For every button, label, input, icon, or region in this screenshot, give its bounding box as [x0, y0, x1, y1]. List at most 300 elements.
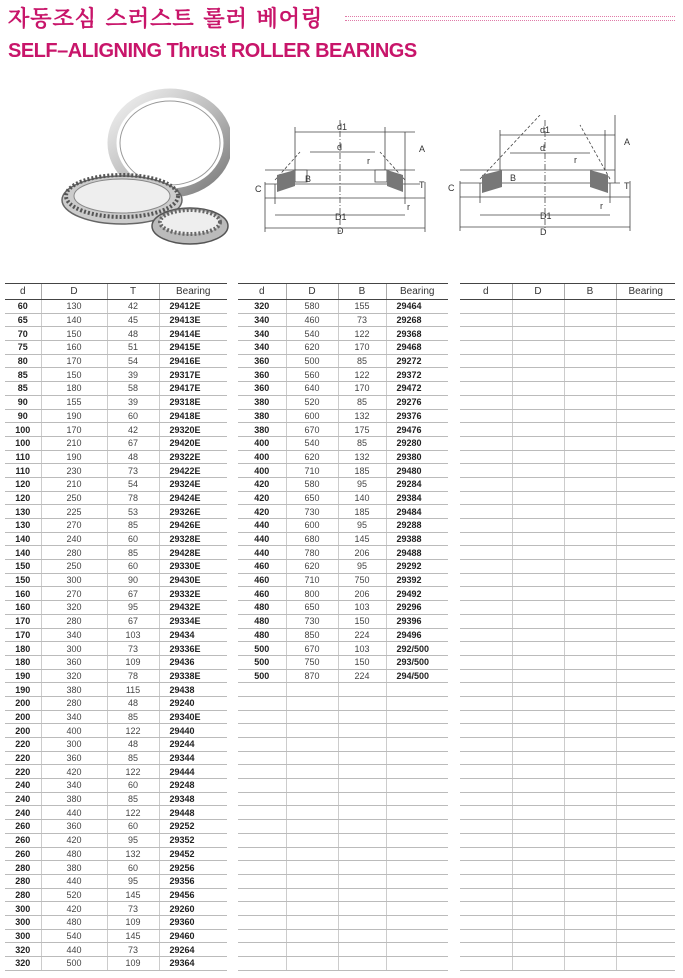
table-cell: 29328E: [159, 532, 227, 546]
table-cell: 145: [107, 888, 159, 902]
empty-table-row: [238, 847, 448, 861]
table-cell: 420: [41, 765, 107, 779]
table-cell: 29430E: [159, 573, 227, 587]
table-row: [238, 313, 448, 327]
label-d1: d1: [540, 125, 551, 135]
table-cell: [512, 300, 564, 314]
table-cell: 640: [286, 382, 338, 396]
table-cell: [564, 395, 616, 409]
table-row: [5, 395, 227, 409]
table-cell: 85: [338, 436, 386, 450]
table-cell: 380: [41, 792, 107, 806]
table-cell: 29356: [159, 874, 227, 888]
table-cell: [460, 943, 512, 957]
table-cell: 85: [107, 751, 159, 765]
table-cell: 85: [338, 395, 386, 409]
table-cell: 160: [41, 341, 107, 355]
table-cell: 160: [5, 587, 41, 601]
table-cell: 400: [238, 450, 286, 464]
table-cell: [512, 601, 564, 615]
table-cell: [460, 573, 512, 587]
table-cell: 340: [41, 710, 107, 724]
table-cell: [512, 368, 564, 382]
table-cell: 60: [107, 779, 159, 793]
table-cell: [286, 861, 338, 875]
table-cell: [286, 806, 338, 820]
title-english: SELF–ALIGNING Thrust ROLLER BEARINGS: [8, 40, 417, 62]
table-cell: [460, 929, 512, 943]
table-cell: [460, 751, 512, 765]
table-cell: 29480: [386, 464, 448, 478]
table-cell: [616, 505, 675, 519]
label-d1: d1: [337, 122, 348, 132]
table-cell: 122: [107, 806, 159, 820]
table-cell: 29434: [159, 628, 227, 642]
table-row: [238, 341, 448, 355]
table-cell: 95: [107, 874, 159, 888]
table-cell: 560: [286, 368, 338, 382]
empty-table-row: [460, 683, 675, 697]
table-cell: [564, 327, 616, 341]
table-cell: 29296: [386, 601, 448, 615]
table-cell: 380: [41, 861, 107, 875]
table-cell: 155: [41, 395, 107, 409]
table-cell: 440: [238, 546, 286, 560]
empty-table-row: [238, 696, 448, 710]
table-cell: 29392: [386, 573, 448, 587]
table-row: [238, 655, 448, 669]
empty-table-row: [460, 532, 675, 546]
table-header-row: [238, 284, 448, 300]
empty-table-row: [460, 806, 675, 820]
table-cell: 180: [41, 382, 107, 396]
table-cell: 29244: [159, 738, 227, 752]
table-cell: [564, 587, 616, 601]
table-cell: 29256: [159, 861, 227, 875]
table-cell: 540: [41, 929, 107, 943]
table-row: [5, 751, 227, 765]
empty-table-row: [460, 614, 675, 628]
table-cell: [238, 765, 286, 779]
table-cell: 200: [5, 710, 41, 724]
table-cell: [616, 464, 675, 478]
table-cell: [564, 368, 616, 382]
table-cell: [616, 874, 675, 888]
empty-table-row: [460, 669, 675, 683]
table-cell: 300: [41, 642, 107, 656]
table-cell: 109: [107, 915, 159, 929]
table-cell: [512, 587, 564, 601]
table-cell: 29288: [386, 519, 448, 533]
table-cell: 60: [107, 409, 159, 423]
table-cell: [616, 929, 675, 943]
table-cell: [460, 601, 512, 615]
empty-table-row: [460, 874, 675, 888]
table-row: [238, 409, 448, 423]
table-cell: 520: [286, 395, 338, 409]
table-cell: 29268: [386, 313, 448, 327]
table-cell: [564, 560, 616, 574]
table-cell: 150: [338, 655, 386, 669]
table-cell: 90: [5, 409, 41, 423]
table-cell: [512, 833, 564, 847]
table-cell: [564, 751, 616, 765]
table-cell: 230: [41, 464, 107, 478]
table-cell: 42: [107, 300, 159, 314]
empty-table-row: [460, 341, 675, 355]
header-d: d: [238, 284, 286, 300]
table-cell: [460, 779, 512, 793]
table-row: [238, 354, 448, 368]
table-cell: [512, 423, 564, 437]
table-cell: 400: [238, 464, 286, 478]
table-cell: [512, 354, 564, 368]
table-cell: 29426E: [159, 519, 227, 533]
table-cell: [616, 669, 675, 683]
table-cell: 210: [41, 477, 107, 491]
table-cell: 29484: [386, 505, 448, 519]
table-cell: 29318E: [159, 395, 227, 409]
table-cell: 29276: [386, 395, 448, 409]
table-cell: [564, 313, 616, 327]
table-cell: 260: [5, 833, 41, 847]
table-row: [238, 573, 448, 587]
table-cell: [512, 957, 564, 971]
table-cell: 580: [286, 477, 338, 491]
header-d: d: [5, 284, 41, 300]
table-row: [238, 477, 448, 491]
table-cell: 320: [41, 669, 107, 683]
table-cell: 54: [107, 477, 159, 491]
table-cell: 29388: [386, 532, 448, 546]
table-cell: 420: [238, 505, 286, 519]
label-r-bottom: r: [407, 202, 410, 212]
table-cell: [338, 751, 386, 765]
empty-table-row: [460, 888, 675, 902]
table-cell: 280: [5, 861, 41, 875]
table-cell: [238, 957, 286, 971]
table-cell: 109: [107, 957, 159, 971]
table-cell: 85: [338, 354, 386, 368]
empty-table-row: [460, 546, 675, 560]
table-cell: 29396: [386, 614, 448, 628]
table-cell: 67: [107, 587, 159, 601]
empty-table-row: [460, 861, 675, 875]
table-cell: 360: [238, 382, 286, 396]
table-cell: 730: [286, 505, 338, 519]
table-cell: 29380: [386, 450, 448, 464]
table-cell: [460, 806, 512, 820]
table-cell: 440: [238, 519, 286, 533]
table-cell: [512, 382, 564, 396]
table-cell: [616, 491, 675, 505]
table-cell: 260: [5, 820, 41, 834]
table-cell: 460: [238, 587, 286, 601]
empty-table-row: [238, 874, 448, 888]
table-cell: 132: [338, 409, 386, 423]
table-cell: 340: [238, 327, 286, 341]
empty-table-row: [460, 395, 675, 409]
table-cell: 730: [286, 614, 338, 628]
table-cell: 480: [41, 915, 107, 929]
table-cell: [238, 724, 286, 738]
table-cell: [460, 710, 512, 724]
table-cell: 140: [5, 532, 41, 546]
table-cell: 29317E: [159, 368, 227, 382]
table-cell: [512, 450, 564, 464]
table-cell: 500: [238, 642, 286, 656]
empty-table-row: [460, 300, 675, 314]
table-cell: [564, 833, 616, 847]
table-cell: 300: [5, 902, 41, 916]
table-cell: [238, 696, 286, 710]
table-cell: [512, 683, 564, 697]
table-cell: [286, 724, 338, 738]
table-cell: 85: [107, 710, 159, 724]
table-cell: 145: [338, 532, 386, 546]
table-cell: 280: [5, 874, 41, 888]
table-cell: [460, 915, 512, 929]
table-cell: [564, 929, 616, 943]
table-cell: 29413E: [159, 313, 227, 327]
table-cell: [238, 806, 286, 820]
table-cell: [564, 450, 616, 464]
empty-table-row: [238, 710, 448, 724]
table-cell: 42: [107, 423, 159, 437]
table-cell: 29320E: [159, 423, 227, 437]
empty-table-row: [460, 491, 675, 505]
header-B: B: [338, 284, 386, 300]
table-cell: [564, 943, 616, 957]
table-cell: 870: [286, 669, 338, 683]
table-cell: 122: [107, 724, 159, 738]
table-cell: 51: [107, 341, 159, 355]
table-cell: [460, 888, 512, 902]
table-cell: [616, 519, 675, 533]
table-row: [5, 779, 227, 793]
table-cell: 60: [107, 861, 159, 875]
table-row: [238, 395, 448, 409]
table-cell: [616, 806, 675, 820]
table-cell: 29384: [386, 491, 448, 505]
table-cell: [460, 313, 512, 327]
table-cell: 250: [41, 491, 107, 505]
table-cell: 54: [107, 354, 159, 368]
table-cell: 140: [5, 546, 41, 560]
table-row: [5, 546, 227, 560]
table-row: [5, 888, 227, 902]
bearing-table-1: [5, 283, 227, 971]
table-cell: [616, 820, 675, 834]
table-cell: [512, 915, 564, 929]
table-cell: [512, 806, 564, 820]
table-cell: [564, 477, 616, 491]
table-cell: [616, 861, 675, 875]
empty-table-row: [238, 861, 448, 875]
table-cell: [512, 861, 564, 875]
table-row: [5, 573, 227, 587]
table-cell: 200: [5, 724, 41, 738]
table-cell: 420: [41, 902, 107, 916]
table-cell: 160: [5, 601, 41, 615]
table-cell: 650: [286, 601, 338, 615]
table-cell: [616, 847, 675, 861]
table-cell: [460, 519, 512, 533]
table-cell: 360: [238, 354, 286, 368]
table-cell: 29340E: [159, 710, 227, 724]
table-cell: [616, 614, 675, 628]
table-cell: [386, 929, 448, 943]
table-cell: [460, 450, 512, 464]
table-row: [5, 505, 227, 519]
table-cell: 29368: [386, 327, 448, 341]
table-row: [238, 505, 448, 519]
table-cell: [460, 505, 512, 519]
table-row: [5, 560, 227, 574]
table-row: [5, 806, 227, 820]
table-row: [5, 710, 227, 724]
table-cell: 65: [5, 313, 41, 327]
table-cell: [338, 683, 386, 697]
table-cell: [338, 792, 386, 806]
table-cell: 360: [41, 751, 107, 765]
table-row: [238, 382, 448, 396]
table-cell: 170: [41, 354, 107, 368]
table-cell: [460, 902, 512, 916]
table-cell: 280: [5, 888, 41, 902]
table-cell: 150: [41, 368, 107, 382]
table-cell: 420: [238, 477, 286, 491]
table-row: [5, 491, 227, 505]
table-cell: [616, 943, 675, 957]
table-cell: 29496: [386, 628, 448, 642]
table-cell: 240: [5, 779, 41, 793]
table-row: [238, 560, 448, 574]
table-cell: [616, 327, 675, 341]
empty-table-row: [238, 779, 448, 793]
table-cell: 480: [41, 847, 107, 861]
table-cell: [616, 957, 675, 971]
table-cell: [338, 902, 386, 916]
table-cell: 360: [238, 368, 286, 382]
table-cell: 680: [286, 532, 338, 546]
table-cell: 29468: [386, 341, 448, 355]
table-cell: [512, 628, 564, 642]
table-cell: 155: [338, 300, 386, 314]
table-cell: 440: [238, 532, 286, 546]
empty-table-row: [460, 696, 675, 710]
table-cell: [460, 587, 512, 601]
table-cell: 206: [338, 587, 386, 601]
table-cell: [616, 436, 675, 450]
empty-table-row: [460, 477, 675, 491]
table-cell: 380: [238, 395, 286, 409]
table-cell: [512, 738, 564, 752]
table-cell: [286, 792, 338, 806]
table-cell: [286, 874, 338, 888]
empty-table-row: [238, 902, 448, 916]
table-cell: [616, 409, 675, 423]
table-cell: 224: [338, 669, 386, 683]
table-cell: [386, 806, 448, 820]
table-cell: 460: [286, 313, 338, 327]
empty-table-row: [460, 573, 675, 587]
label-C: C: [448, 183, 455, 193]
table-cell: 90: [107, 573, 159, 587]
table-cell: 29460: [159, 929, 227, 943]
table-cell: 80: [5, 354, 41, 368]
table-cell: 380: [41, 683, 107, 697]
table-cell: [564, 874, 616, 888]
table-cell: [616, 560, 675, 574]
table-cell: [238, 847, 286, 861]
table-cell: [616, 532, 675, 546]
empty-table-row: [238, 888, 448, 902]
table-cell: [460, 300, 512, 314]
table-cell: 29422E: [159, 464, 227, 478]
table-cell: 190: [5, 683, 41, 697]
table-cell: [564, 464, 616, 478]
table-cell: [238, 820, 286, 834]
table-cell: 95: [338, 560, 386, 574]
table-cell: [460, 546, 512, 560]
table-cell: [512, 532, 564, 546]
empty-table-row: [460, 436, 675, 450]
table-cell: [512, 847, 564, 861]
empty-table-row: [460, 464, 675, 478]
table-cell: 600: [286, 409, 338, 423]
table-cell: 480: [238, 614, 286, 628]
table-cell: 294/500: [386, 669, 448, 683]
table-row: [238, 450, 448, 464]
table-cell: [512, 765, 564, 779]
table-cell: [386, 779, 448, 793]
empty-table-row: [460, 738, 675, 752]
table-cell: [512, 505, 564, 519]
table-cell: 440: [41, 806, 107, 820]
table-cell: 190: [41, 450, 107, 464]
empty-table-row: [238, 915, 448, 929]
table-cell: 29476: [386, 423, 448, 437]
table-cell: 500: [238, 655, 286, 669]
table-cell: [512, 929, 564, 943]
table-cell: [238, 779, 286, 793]
table-cell: 360: [41, 820, 107, 834]
table-cell: 270: [41, 519, 107, 533]
table-cell: 115: [107, 683, 159, 697]
table-row: [5, 450, 227, 464]
table-cell: [564, 614, 616, 628]
table-cell: [512, 710, 564, 724]
table-row: [238, 368, 448, 382]
label-r-top: r: [574, 155, 577, 165]
table-cell: [386, 738, 448, 752]
table-cell: 580: [286, 300, 338, 314]
table-cell: [238, 902, 286, 916]
empty-table-row: [460, 313, 675, 327]
table-row: [5, 382, 227, 396]
table-cell: [564, 382, 616, 396]
table-cell: 300: [5, 929, 41, 943]
table-cell: 710: [286, 464, 338, 478]
table-cell: 220: [5, 765, 41, 779]
table-cell: 29448: [159, 806, 227, 820]
table-cell: [238, 861, 286, 875]
table-cell: 132: [107, 847, 159, 861]
table-cell: 780: [286, 546, 338, 560]
table-cell: 110: [5, 450, 41, 464]
table-row: [238, 519, 448, 533]
